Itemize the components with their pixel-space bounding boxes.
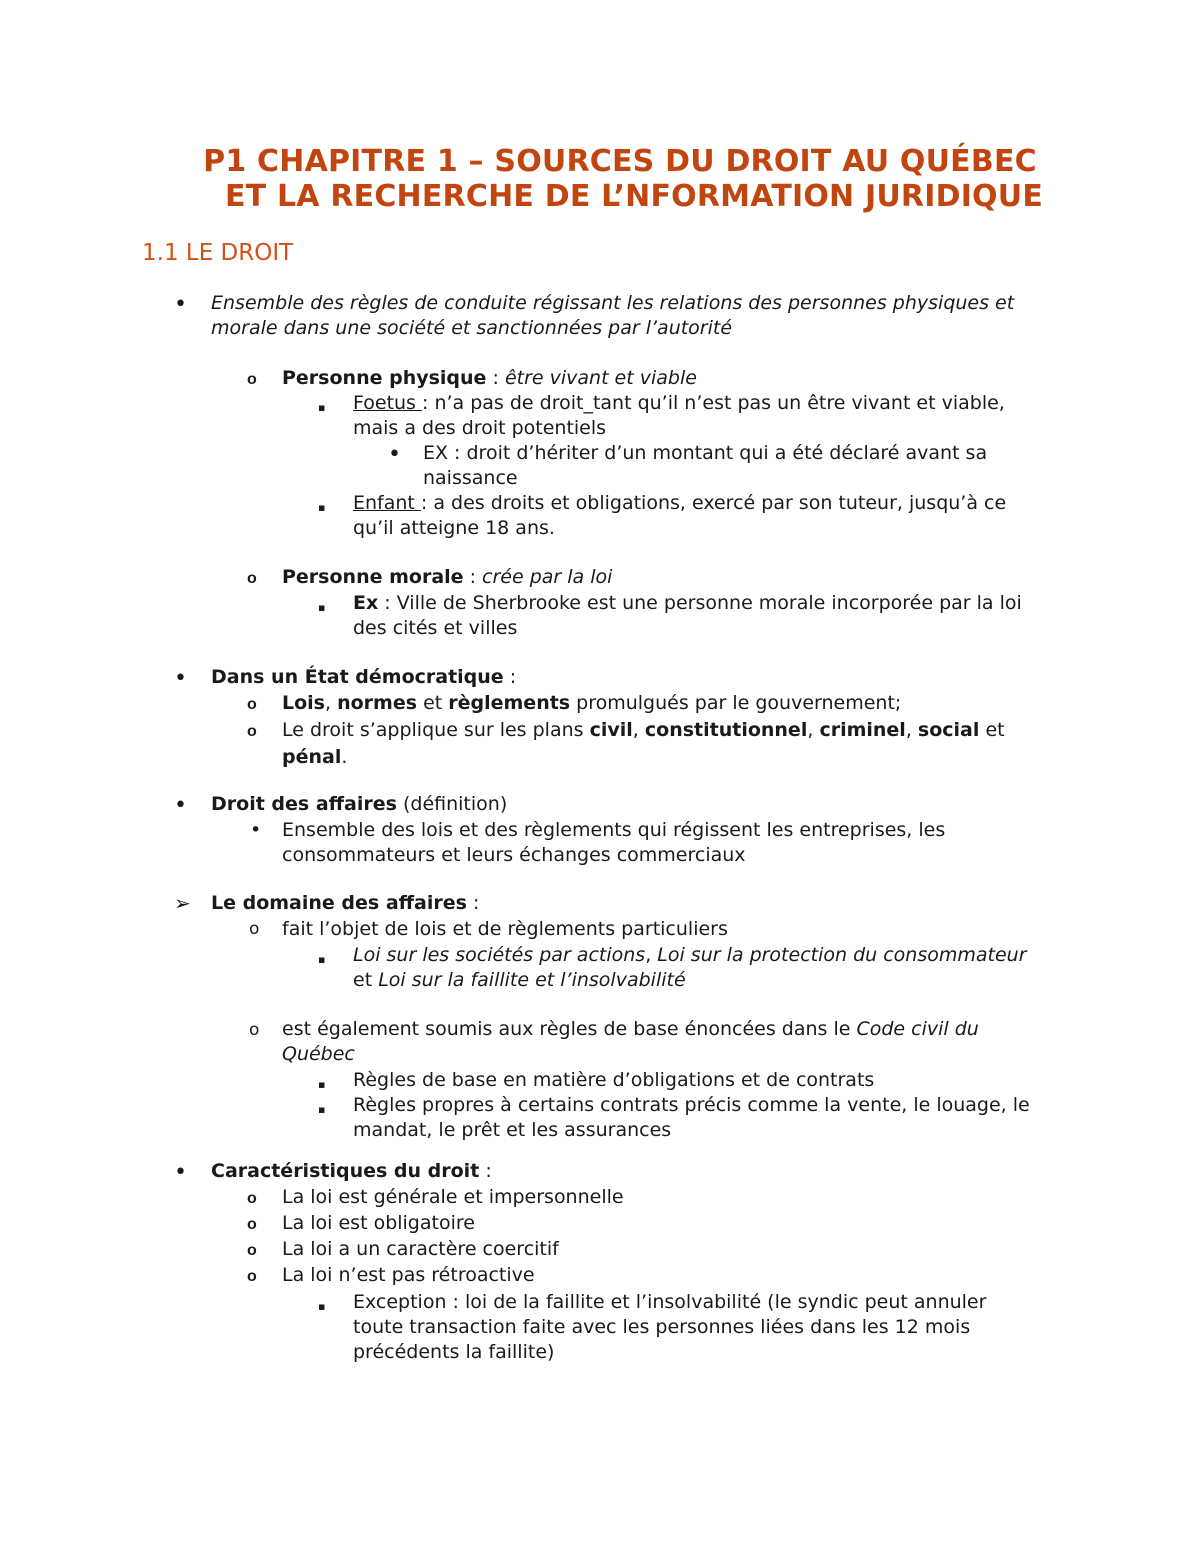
circle-marker: o: [247, 696, 257, 713]
list-item: Lois, normes et règlements promulgués par le gouvernement;: [282, 692, 902, 714]
list-item: consommateurs et leurs échanges commerciaux: [282, 844, 746, 866]
list-item: La loi est obligatoire: [282, 1212, 475, 1234]
circle-marker: o: [249, 1020, 260, 1040]
definition-text: Ensemble des règles de conduite régissant les relations des personnes physiques et: [211, 292, 1015, 314]
list-item: et Loi sur la faillite et l’insolvabilité: [353, 969, 686, 991]
list-item: Dans un État démocratique :: [211, 666, 517, 688]
list-item: Loi sur les sociétés par actions, Loi sur la protection du consommateur: [353, 944, 1027, 966]
bullet-marker: •: [174, 1160, 187, 1185]
list-item: fait l’objet de lois et de règlements particuliers: [282, 918, 728, 940]
list-item: Foetus : n’a pas de droit_tant qu’il n’est pas un être vivant et viable,: [353, 392, 1005, 414]
list-item: mandat, le prêt et les assurances: [353, 1119, 672, 1141]
square-marker: ▪: [318, 501, 326, 514]
list-item: Québec: [282, 1043, 355, 1065]
square-marker: ▪: [318, 401, 326, 414]
circle-marker: o: [247, 371, 257, 388]
circle-marker: o: [249, 919, 260, 939]
square-marker: ▪: [318, 1103, 326, 1116]
list-item: La loi n’est pas rétroactive: [282, 1264, 535, 1286]
list-item: Enfant : a des droits et obligations, exercé par son tuteur, jusqu’à ce: [353, 492, 1007, 514]
list-item: Ex : Ville de Sherbrooke est une personne morale incorporée par la loi: [353, 592, 1022, 614]
list-item: EX : droit d’hériter d’un montant qui a été déclaré avant sa: [423, 442, 988, 464]
list-item: qu’il atteigne 18 ans.: [353, 517, 555, 539]
list-item: mais a des droit potentiels: [353, 417, 607, 439]
list-item: Règles de base en matière d’obligations et de contrats: [353, 1069, 875, 1091]
list-item: est également soumis aux règles de base énoncées dans le Code civil du: [282, 1018, 979, 1040]
square-marker: ▪: [318, 601, 326, 614]
square-marker: ▪: [318, 1078, 326, 1091]
circle-marker: o: [247, 1216, 257, 1233]
list-item: des cités et villes: [353, 617, 518, 639]
circle-marker: o: [247, 1268, 257, 1285]
arrow-marker: ➢: [174, 891, 191, 915]
list-item: pénal.: [282, 746, 348, 768]
list-item: Le droit s’applique sur les plans civil, constitutionnel, criminel, social et: [282, 719, 1005, 741]
document-title-line1: P1 CHAPITRE 1 – SOURCES DU DROIT AU QUÉBEC: [203, 144, 1037, 179]
list-item: naissance: [423, 467, 518, 489]
list-item: toute transaction faite avec les personnes liées dans les 12 mois: [353, 1316, 971, 1338]
bullet-marker: •: [174, 292, 187, 317]
list-item: Droit des affaires (définition): [211, 793, 508, 815]
list-item: précédents la faillite): [353, 1341, 555, 1363]
list-item: Le domaine des affaires :: [211, 892, 480, 914]
bullet-marker: •: [174, 666, 187, 691]
definition-text: morale dans une société et sanctionnées par l’autorité: [211, 317, 733, 339]
list-item: La loi est générale et impersonnelle: [282, 1186, 624, 1208]
list-item: La loi a un caractère coercitif: [282, 1238, 559, 1260]
bullet-marker: •: [250, 819, 262, 841]
list-item: Personne morale : crée par la loi: [282, 566, 613, 588]
circle-marker: o: [247, 723, 257, 740]
list-item: Personne physique : être vivant et viable: [282, 367, 697, 389]
square-marker: ▪: [318, 953, 326, 966]
list-item: Règles propres à certains contrats précis comme la vente, le louage, le: [353, 1094, 1030, 1116]
circle-marker: o: [247, 1190, 257, 1207]
list-item: Ensemble des lois et des règlements qui régissent les entreprises, les: [282, 819, 946, 841]
document-title-line2: ET LA RECHERCHE DE L’NFORMATION JURIDIQUE: [224, 179, 1044, 214]
bullet-marker: •: [174, 793, 187, 818]
list-item: Exception : loi de la faillite et l’insolvabilité (le syndic peut annuler: [353, 1291, 987, 1313]
list-item: Caractéristiques du droit :: [211, 1160, 492, 1182]
section-heading: 1.1 LE DROIT: [142, 240, 294, 266]
circle-marker: o: [247, 570, 257, 587]
bullet-marker: •: [388, 442, 401, 467]
square-marker: ▪: [318, 1300, 326, 1313]
circle-marker: o: [247, 1242, 257, 1259]
